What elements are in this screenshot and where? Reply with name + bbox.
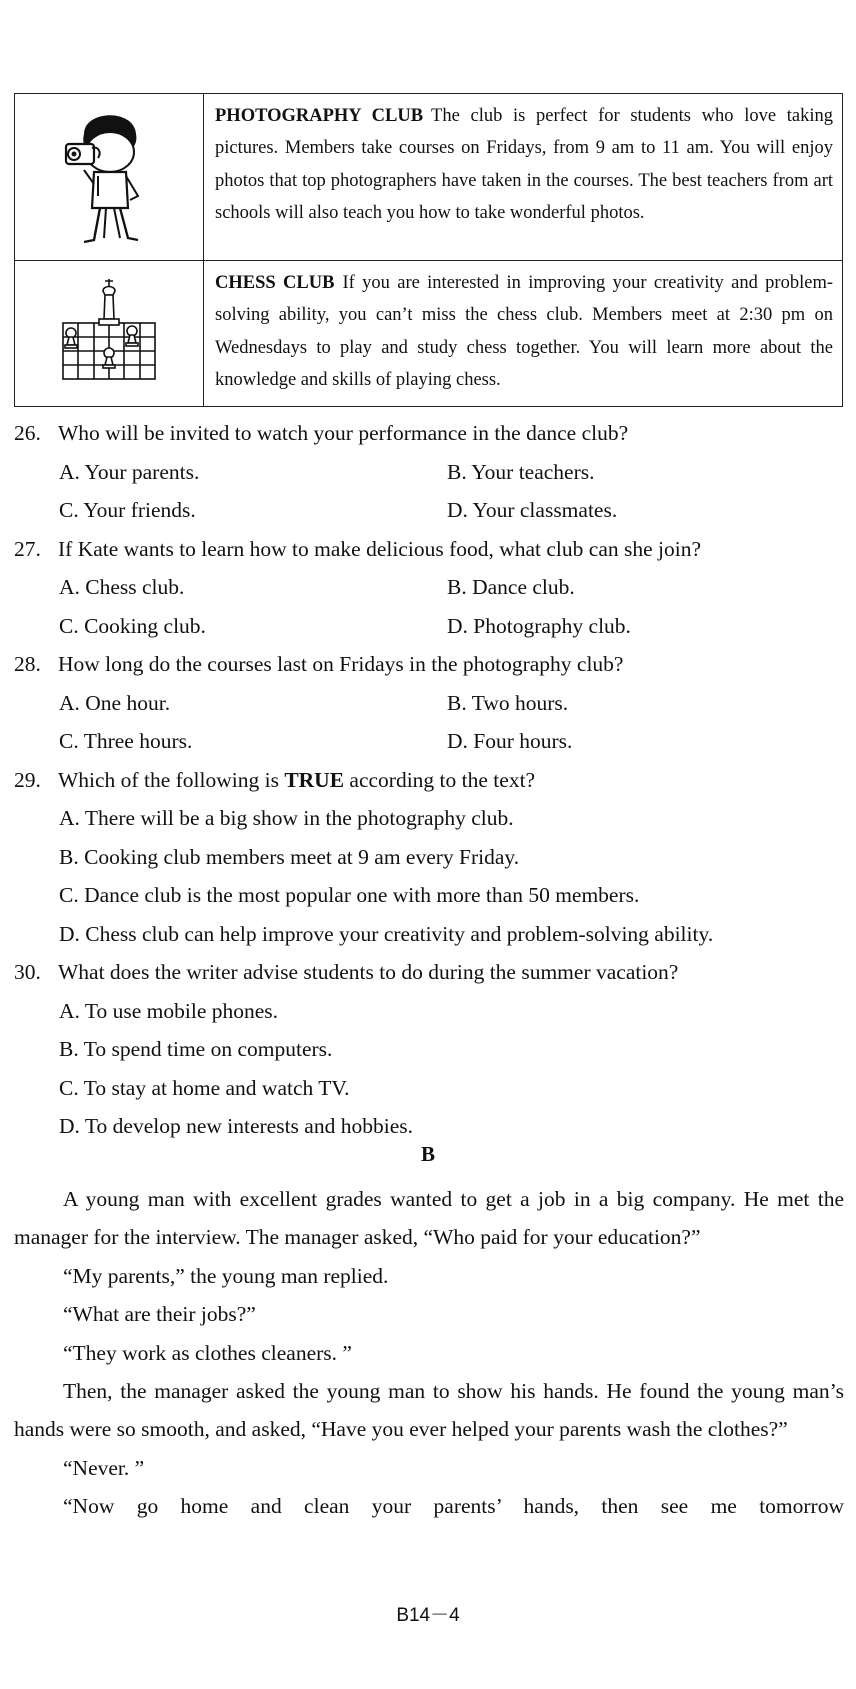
- option: A. Your parents.: [59, 459, 200, 484]
- option: C. Cooking club.: [59, 613, 206, 638]
- club-description: [204, 261, 843, 407]
- option: C. Your friends.: [59, 498, 196, 522]
- question-text: Which of the following is: [58, 767, 285, 792]
- club-text: The club is perfect for students who love taking pictures. Members take courses on Fridays, from 9 am to 11 am. You will enjoy photos that top photographers have taken in the courses. The best teachers from art schools will also teach you how to take wonderful photos.: [215, 106, 833, 223]
- option: C. Dance club is the most popular one with more than 50 members.: [59, 883, 640, 907]
- club-row-photography: [15, 94, 843, 261]
- section-heading: B: [420, 1142, 435, 1166]
- question-text: according to the text?: [344, 767, 536, 792]
- question-number: 30.: [14, 960, 41, 984]
- passage-paragraph: Then, the manager asked the young man to show his hands. He found the young man’s hands were so smooth, and asked, “Have you ever helped your parents wash the clothes?”: [14, 1379, 844, 1442]
- passage-paragraph: “My parents,” the young man replied.: [63, 1263, 389, 1288]
- question-text: Who will be invited to watch your performance in the dance club?: [58, 421, 629, 445]
- question-text: What does the writer advise students to do during the summer vacation?: [58, 960, 679, 984]
- option: B. Cooking club members meet at 9 am every Friday.: [59, 844, 520, 869]
- question: [14, 953, 844, 992]
- option: B. Dance club.: [447, 575, 575, 599]
- passage-paragraph: “They work as clothes cleaners. ”: [63, 1340, 352, 1365]
- option: B. To spend time on computers.: [59, 1037, 333, 1061]
- club-image-cell: [15, 261, 204, 407]
- option-grid: [14, 453, 844, 530]
- question: [14, 761, 844, 800]
- club-description: [204, 94, 843, 261]
- chess-board-icon: [59, 279, 159, 383]
- page-number: B14－4: [396, 1605, 460, 1626]
- option: D. Photography club.: [447, 613, 631, 638]
- option-grid: [14, 568, 844, 645]
- question-list: [14, 414, 844, 1146]
- question: [14, 645, 844, 684]
- option: C. To stay at home and watch TV.: [59, 1075, 350, 1100]
- option: A. One hour.: [59, 690, 171, 715]
- passage-paragraph: “Now go home and clean your parents’ hands, then see me tomorrow: [63, 1494, 844, 1519]
- option: A. To use mobile phones.: [59, 998, 279, 1023]
- option: B. Your teachers.: [447, 459, 595, 484]
- option: D. Your classmates.: [447, 498, 618, 522]
- question-number: 29.: [14, 767, 41, 792]
- club-image-cell: [15, 94, 204, 261]
- option: A. There will be a big show in the photography club.: [59, 806, 514, 830]
- question: [14, 414, 844, 453]
- option: B. Two hours.: [447, 690, 569, 715]
- photographer-icon: [54, 100, 164, 250]
- passage-paragraph: “What are their jobs?”: [63, 1302, 256, 1327]
- passage-paragraph: A young man with excellent grades wanted to get a job in a big company. He met the manager for the interview. The manager asked, “Who paid for your education?”: [14, 1187, 844, 1250]
- question: [14, 530, 844, 569]
- question-text: How long do the courses last on Fridays in the photography club?: [58, 652, 624, 676]
- club-text: If you are interested in improving your creativity and problem-solving ability, you can’t miss the chess club. Members meet at 2:30 pm on Wednesdays to play and study chess together. You will learn more about the knowledge and skills of playing chess.: [215, 273, 833, 390]
- passage-paragraph: “Never. ”: [63, 1455, 145, 1480]
- question-number: 26.: [14, 421, 41, 445]
- option: D. To develop new interests and hobbies.: [59, 1114, 413, 1138]
- question-emphasis: TRUE: [284, 767, 345, 792]
- question-number: 27.: [14, 536, 41, 561]
- option: C. Three hours.: [59, 729, 193, 753]
- reading-passage: [14, 1180, 844, 1526]
- question-number: 28.: [14, 652, 41, 676]
- option: D. Chess club can help improve your creativity and problem-solving ability.: [59, 921, 714, 946]
- option-grid: [14, 684, 844, 761]
- option: A. Chess club.: [59, 575, 185, 599]
- option: D. Four hours.: [447, 729, 573, 753]
- club-name: PHOTOGRAPHY CLUB: [215, 106, 424, 126]
- club-row-chess: [15, 261, 843, 407]
- question-text: If Kate wants to learn how to make delicious food, what club can she join?: [58, 536, 702, 561]
- club-name: CHESS CLUB: [215, 273, 335, 293]
- club-table: [14, 93, 843, 407]
